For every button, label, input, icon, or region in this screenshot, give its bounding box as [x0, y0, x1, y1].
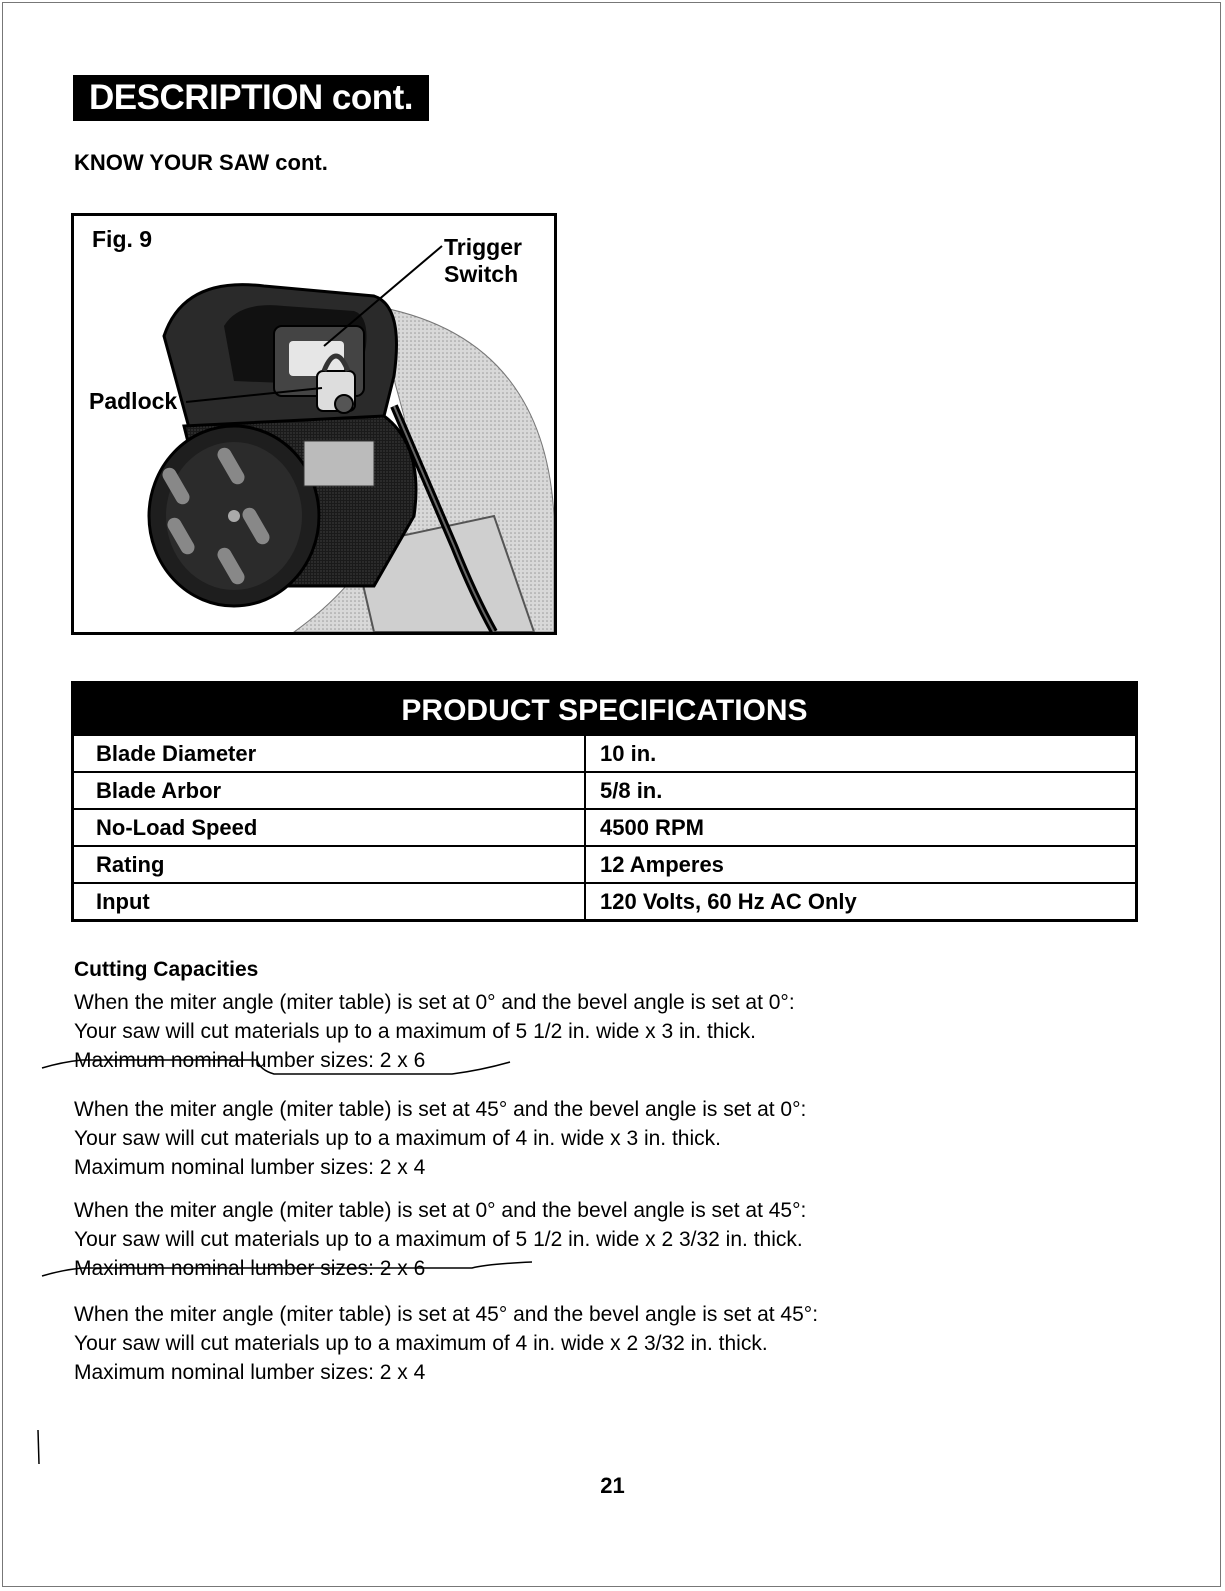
spec-value: 12 Amperes: [600, 852, 724, 877]
margin-pen-mark: [36, 1430, 42, 1466]
subtitle: KNOW YOUR SAW cont.: [74, 150, 328, 175]
capacity-lumber: Maximum nominal lumber sizes: 2 x 6: [74, 1049, 426, 1072]
callout-trigger-line2: Switch: [444, 261, 519, 287]
spec-row-no-load-speed: [74, 808, 1135, 845]
cutting-capacities-heading: Cutting Capacities: [74, 958, 259, 981]
capacity-dimensions: Your saw will cut materials up to a maximum of 4 in. wide x 2 3/32 in. thick.: [74, 1332, 768, 1355]
capacity-block-1: [74, 988, 795, 1075]
capacity-lumber: Maximum nominal lumber sizes: 2 x 4: [74, 1156, 426, 1179]
spec-name: Input: [74, 884, 586, 919]
handwritten-strikethrough: [42, 1046, 562, 1076]
spec-table-title: PRODUCT SPECIFICATIONS: [74, 684, 1135, 734]
spec-name: No-Load Speed: [74, 810, 586, 845]
capacity-lumber: Maximum nominal lumber sizes: 2 x 4: [74, 1361, 426, 1384]
spec-name: Blade Arbor: [74, 773, 586, 808]
struck-lumber-size: [74, 1254, 425, 1283]
spec-row-input: [74, 882, 1135, 919]
figure-label: Fig. 9: [92, 226, 153, 252]
spec-row-blade-arbor: [74, 771, 1135, 808]
callout-trigger-switch: [444, 234, 522, 288]
capacity-block-4: [74, 1300, 818, 1387]
product-specifications-table: [71, 681, 1138, 922]
spec-row-blade-diameter: [74, 734, 1135, 771]
capacity-dimensions: Your saw will cut materials up to a maximum of 5 1/2 in. wide x 3 in. thick.: [74, 1020, 757, 1043]
spec-name: Blade Diameter: [74, 736, 586, 771]
spec-value: 5/8 in.: [600, 778, 663, 803]
spec-value: 10 in.: [600, 741, 657, 766]
spec-value: 120 Volts, 60 Hz AC Only: [600, 889, 857, 914]
struck-lumber-size: [74, 1046, 425, 1075]
capacity-lumber: Maximum nominal lumber sizes: 2 x 6: [74, 1257, 426, 1280]
figure-9: [71, 213, 557, 635]
capacity-dimensions: Your saw will cut materials up to a maximum of 5 1/2 in. wide x 2 3/32 in. thick.: [74, 1228, 803, 1251]
spec-value: 4500 RPM: [600, 815, 704, 840]
page-number: 21: [600, 1473, 625, 1498]
capacity-dimensions: Your saw will cut materials up to a maximum of 4 in. wide x 3 in. thick.: [74, 1127, 721, 1150]
section-title: DESCRIPTION cont.: [73, 75, 429, 121]
capacity-condition: When the miter angle (miter table) is set at 45° and the bevel angle is set at 0°:: [74, 1098, 807, 1121]
capacity-condition: When the miter angle (miter table) is set at 0° and the bevel angle is set at 45°:: [74, 1199, 807, 1222]
capacity-condition: When the miter angle (miter table) is set at 45° and the bevel angle is set at 45°:: [74, 1303, 819, 1326]
handwritten-strikethrough: [42, 1254, 562, 1284]
capacity-block-2: [74, 1095, 806, 1182]
capacity-block-3: [74, 1196, 806, 1283]
callout-trigger-line1: Trigger: [444, 234, 522, 260]
spec-row-rating: [74, 845, 1135, 882]
spec-name: Rating: [74, 847, 586, 882]
callout-padlock: Padlock: [89, 388, 178, 414]
capacity-condition: When the miter angle (miter table) is set at 0° and the bevel angle is set at 0°:: [74, 991, 795, 1014]
